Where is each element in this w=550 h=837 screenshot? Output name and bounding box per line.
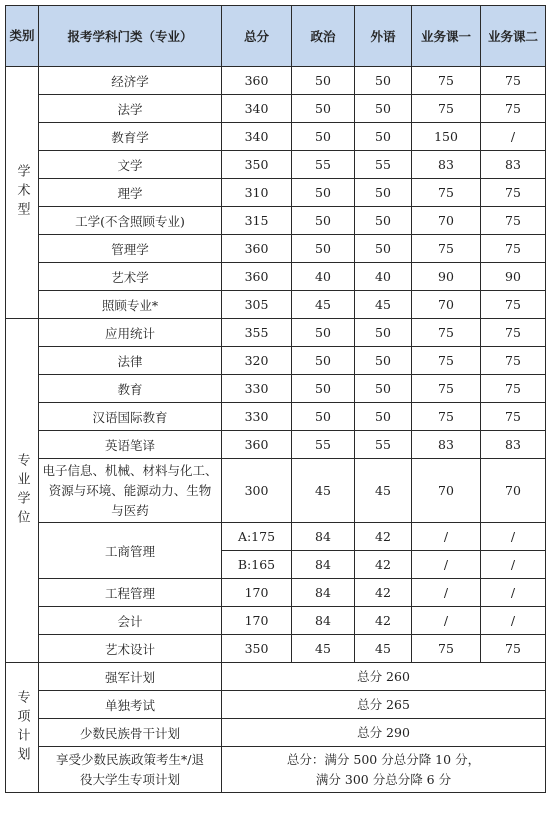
foreign-cell: 50 — [355, 235, 412, 263]
course1-cell: 70 — [412, 207, 481, 235]
total-cell: 300 — [222, 459, 292, 523]
course1-cell: / — [412, 579, 481, 607]
total-cell: 350 — [222, 635, 292, 663]
course2-cell: 75 — [481, 347, 546, 375]
total-cell: 360 — [222, 67, 292, 95]
politics-cell: 50 — [292, 95, 355, 123]
subject-cell: 应用统计 — [39, 319, 222, 347]
politics-cell: 45 — [292, 459, 355, 523]
course1-cell: 75 — [412, 95, 481, 123]
course2-cell: 75 — [481, 403, 546, 431]
score-table-container — [5, 5, 546, 793]
table-row — [6, 663, 546, 691]
course2-cell: / — [481, 123, 546, 151]
politics-cell: 45 — [292, 635, 355, 663]
course1-cell: 90 — [412, 263, 481, 291]
foreign-cell: 55 — [355, 151, 412, 179]
subject-cell: 经济学 — [39, 67, 222, 95]
foreign-cell: 40 — [355, 263, 412, 291]
merged-value-cell: 总分 265 — [222, 691, 546, 719]
total-cell: 170 — [222, 607, 292, 635]
subject-cell — [39, 747, 222, 793]
course2-cell: 75 — [481, 207, 546, 235]
course1-cell: / — [412, 607, 481, 635]
subject-cell: 工学(不含照顾专业) — [39, 207, 222, 235]
foreign-cell: 42 — [355, 607, 412, 635]
table-row — [6, 95, 546, 123]
value-line: 总分：满分 500 分总分降 10 分， — [286, 751, 481, 767]
subject-cell: 工程管理 — [39, 579, 222, 607]
politics-cell: 45 — [292, 291, 355, 319]
politics-cell: 50 — [292, 347, 355, 375]
subject-cell: 管理学 — [39, 235, 222, 263]
total-cell: 310 — [222, 179, 292, 207]
politics-cell: 40 — [292, 263, 355, 291]
group-academic: 学术型 — [6, 67, 39, 319]
foreign-cell: 42 — [355, 551, 412, 579]
politics-cell: 50 — [292, 67, 355, 95]
subject-cell: 照顾专业* — [39, 291, 222, 319]
subject-cell: 汉语国际教育 — [39, 403, 222, 431]
course1-cell: 75 — [412, 403, 481, 431]
course1-cell: 75 — [412, 67, 481, 95]
politics-cell: 84 — [292, 579, 355, 607]
foreign-cell: 45 — [355, 459, 412, 523]
total-cell: A:175 — [222, 523, 292, 551]
header-subject: 报考学科门类（专业） — [39, 6, 222, 67]
politics-cell: 50 — [292, 123, 355, 151]
group-professional: 专业学位 — [6, 319, 39, 663]
header-total: 总分 — [222, 6, 292, 67]
foreign-cell: 50 — [355, 375, 412, 403]
course2-cell: 70 — [481, 459, 546, 523]
subject-cell: 英语笔译 — [39, 431, 222, 459]
foreign-cell: 42 — [355, 523, 412, 551]
subject-cell: 法律 — [39, 347, 222, 375]
subject-cell: 教育 — [39, 375, 222, 403]
course2-cell: 75 — [481, 67, 546, 95]
total-cell: 305 — [222, 291, 292, 319]
course2-cell: 75 — [481, 319, 546, 347]
header-course2: 业务课二 — [481, 6, 546, 67]
total-cell: 320 — [222, 347, 292, 375]
foreign-cell: 50 — [355, 67, 412, 95]
total-cell: 315 — [222, 207, 292, 235]
merged-value-cell: 总分 260 — [222, 663, 546, 691]
course1-cell: 75 — [412, 235, 481, 263]
group-special: 专项计划 — [6, 663, 39, 793]
course2-cell: 83 — [481, 151, 546, 179]
table-row — [6, 607, 546, 635]
course2-cell: 75 — [481, 95, 546, 123]
course1-cell: 75 — [412, 635, 481, 663]
total-cell: B:165 — [222, 551, 292, 579]
foreign-cell: 55 — [355, 431, 412, 459]
course2-cell: / — [481, 551, 546, 579]
course1-cell: 75 — [412, 375, 481, 403]
header-foreign: 外语 — [355, 6, 412, 67]
foreign-cell: 50 — [355, 123, 412, 151]
course1-cell: 83 — [412, 431, 481, 459]
table-row — [6, 403, 546, 431]
foreign-cell: 50 — [355, 403, 412, 431]
course2-cell: 75 — [481, 375, 546, 403]
course1-cell: 75 — [412, 179, 481, 207]
subject-cell: 艺术学 — [39, 263, 222, 291]
table-row — [6, 151, 546, 179]
subject-cell-engineering — [39, 459, 222, 523]
merged-value-cell: 总分 290 — [222, 719, 546, 747]
course2-cell: 75 — [481, 235, 546, 263]
total-cell: 340 — [222, 123, 292, 151]
course1-cell: 83 — [412, 151, 481, 179]
table-row — [6, 291, 546, 319]
foreign-cell: 50 — [355, 207, 412, 235]
total-cell: 330 — [222, 403, 292, 431]
subject-cell: 文学 — [39, 151, 222, 179]
politics-cell: 84 — [292, 551, 355, 579]
foreign-cell: 50 — [355, 347, 412, 375]
table-row — [6, 263, 546, 291]
table-row — [6, 179, 546, 207]
subject-line: 电子信息、机械、材料与化工、 — [42, 462, 218, 478]
value-line: 满分 300 分总分降 6 分 — [315, 771, 452, 787]
subject-cell: 艺术设计 — [39, 635, 222, 663]
course1-cell: / — [412, 551, 481, 579]
table-row — [6, 459, 546, 523]
politics-cell: 50 — [292, 319, 355, 347]
header-row — [6, 6, 546, 67]
table-row — [6, 431, 546, 459]
course1-cell: 75 — [412, 347, 481, 375]
subject-cell: 强军计划 — [39, 663, 222, 691]
foreign-cell: 50 — [355, 95, 412, 123]
foreign-cell: 45 — [355, 635, 412, 663]
course2-cell: / — [481, 523, 546, 551]
table-row — [6, 579, 546, 607]
table-row — [6, 375, 546, 403]
foreign-cell: 42 — [355, 579, 412, 607]
subject-cell: 法学 — [39, 95, 222, 123]
subject-cell: 单独考试 — [39, 691, 222, 719]
table-row — [6, 747, 546, 793]
table-row — [6, 235, 546, 263]
score-line-table — [5, 5, 546, 793]
subject-line: 享受少数民族政策考生*/退 — [56, 751, 204, 767]
subject-cell: 工商管理 — [39, 523, 222, 579]
course2-cell: / — [481, 579, 546, 607]
header-course1: 业务课一 — [412, 6, 481, 67]
subject-cell: 理学 — [39, 179, 222, 207]
politics-cell: 55 — [292, 151, 355, 179]
politics-cell: 50 — [292, 403, 355, 431]
merged-value-cell — [222, 747, 546, 793]
foreign-cell: 50 — [355, 179, 412, 207]
course1-cell: 75 — [412, 319, 481, 347]
table-row — [6, 207, 546, 235]
header-category: 类别 — [6, 6, 39, 67]
table-row — [6, 319, 546, 347]
total-cell: 355 — [222, 319, 292, 347]
table-row — [6, 691, 546, 719]
total-cell: 330 — [222, 375, 292, 403]
subject-line: 役大学生专项计划 — [79, 771, 180, 787]
table-row — [6, 67, 546, 95]
foreign-cell: 50 — [355, 319, 412, 347]
course2-cell: 75 — [481, 291, 546, 319]
total-cell: 360 — [222, 263, 292, 291]
total-cell: 170 — [222, 579, 292, 607]
course1-cell: / — [412, 523, 481, 551]
foreign-cell: 45 — [355, 291, 412, 319]
course1-cell: 70 — [412, 459, 481, 523]
total-cell: 360 — [222, 235, 292, 263]
subject-line: 资源与环境、能源动力、生物 — [48, 482, 212, 498]
politics-cell: 50 — [292, 179, 355, 207]
subject-cell: 会计 — [39, 607, 222, 635]
table-row — [6, 123, 546, 151]
course2-cell: 90 — [481, 263, 546, 291]
course2-cell: 83 — [481, 431, 546, 459]
total-cell: 340 — [222, 95, 292, 123]
course1-cell: 150 — [412, 123, 481, 151]
subject-cell: 少数民族骨干计划 — [39, 719, 222, 747]
politics-cell: 84 — [292, 523, 355, 551]
subject-line: 与医药 — [111, 502, 149, 518]
politics-cell: 55 — [292, 431, 355, 459]
course2-cell: 75 — [481, 179, 546, 207]
course2-cell: 75 — [481, 635, 546, 663]
table-row — [6, 635, 546, 663]
course1-cell: 70 — [412, 291, 481, 319]
politics-cell: 50 — [292, 207, 355, 235]
header-politics: 政治 — [292, 6, 355, 67]
table-row — [6, 347, 546, 375]
subject-cell: 教育学 — [39, 123, 222, 151]
total-cell: 360 — [222, 431, 292, 459]
politics-cell: 50 — [292, 375, 355, 403]
politics-cell: 50 — [292, 235, 355, 263]
total-cell: 350 — [222, 151, 292, 179]
course2-cell: / — [481, 607, 546, 635]
table-row — [6, 523, 546, 551]
politics-cell: 84 — [292, 607, 355, 635]
table-row — [6, 719, 546, 747]
